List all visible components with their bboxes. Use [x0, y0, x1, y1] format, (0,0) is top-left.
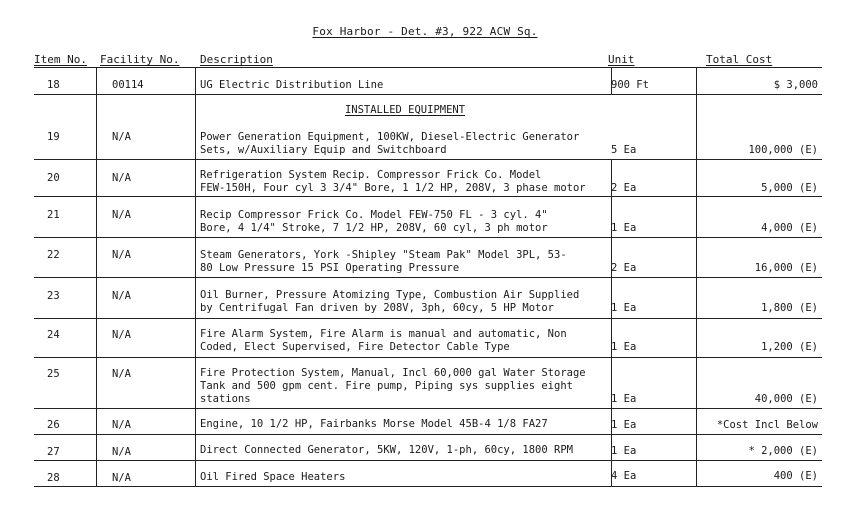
- description-line: Coded, Elect Supervised, Fire Detector Cable Type: [200, 341, 510, 353]
- column-header-total-cost: Total Cost: [706, 53, 773, 66]
- description-line: by Centrifugal Fan driven by 208V, 3ph, 60cy, 5 HP Motor: [200, 302, 555, 314]
- unit-value: 1 Ea: [611, 393, 637, 405]
- description-line: Fire Alarm System, Fire Alarm is manual and automatic, Non: [200, 328, 567, 340]
- item-number: 18: [47, 79, 60, 91]
- facility-number: N/A: [112, 329, 131, 341]
- unit-value: 1 Ea: [611, 445, 637, 457]
- unit-value: 2 Ea: [611, 262, 637, 274]
- description-line: Bore, 4 1/4" Stroke, 7 1/2 HP, 208V, 60 cyl, 3 ph motor: [200, 222, 548, 234]
- description-line: Fire Protection System, Manual, Incl 60,000 gal Water Storage: [200, 367, 586, 379]
- description-line: Sets, w/Auxiliary Equip and Switchboard: [200, 144, 447, 156]
- facility-number: N/A: [112, 472, 131, 484]
- description-line: Engine, 10 1/2 HP, Fairbanks Morse Model 45B-4 1/8 FA27: [200, 418, 548, 430]
- column-header-description: Description: [200, 53, 273, 66]
- item-number: 23: [47, 290, 60, 302]
- total-cost-value: 4,000 (E): [761, 222, 818, 234]
- unit-value: 1 Ea: [611, 419, 637, 431]
- item-number: 20: [47, 172, 60, 184]
- item-number: 19: [47, 131, 60, 143]
- total-cost-value: 100,000 (E): [748, 144, 818, 156]
- description-line: Tank and 500 gpm cent. Fire pump, Piping sys supplies eight: [200, 380, 573, 392]
- row-divider: [34, 94, 822, 95]
- column-header-unit: Unit: [608, 53, 635, 66]
- row-divider: [34, 237, 822, 238]
- row-divider: [34, 408, 822, 409]
- description-line: UG Electric Distribution Line: [200, 79, 384, 91]
- facility-number: N/A: [112, 419, 131, 431]
- description-line: Steam Generators, York -Shipley "Steam Pak" Model 3PL, 53-: [200, 249, 567, 261]
- table-bottom-rule: [34, 486, 822, 487]
- total-cost-value: 1,800 (E): [761, 302, 818, 314]
- facility-number: N/A: [112, 368, 131, 380]
- description-line: Direct Connected Generator, 5KW, 120V, 1-ph, 60cy, 1800 RPM: [200, 444, 573, 456]
- table-top-rule: [34, 67, 822, 68]
- row-divider: [34, 159, 822, 160]
- unit-value: 900 Ft: [611, 79, 649, 91]
- row-divider: [34, 460, 822, 461]
- row-divider: [34, 434, 822, 435]
- description-line: Refrigeration System Recip. Compressor Frick Co. Model: [200, 169, 542, 181]
- section-heading: INSTALLED EQUIPMENT: [344, 104, 466, 116]
- unit-value: 1 Ea: [611, 222, 637, 234]
- item-number: 25: [47, 368, 60, 380]
- column-divider: [611, 159, 612, 486]
- description-line: Recip Compressor Frick Co. Model FEW-750 FL - 3 cyl. 4": [200, 209, 548, 221]
- description-line: Oil Burner, Pressure Atomizing Type, Combustion Air Supplied: [200, 289, 580, 301]
- facility-number: N/A: [112, 209, 131, 221]
- facility-number: N/A: [112, 131, 131, 143]
- facility-number: N/A: [112, 249, 131, 261]
- total-cost-value: 1,200 (E): [761, 341, 818, 353]
- item-number: 28: [47, 472, 60, 484]
- row-divider: [34, 196, 822, 197]
- description-line: Oil Fired Space Heaters: [200, 471, 346, 483]
- column-header-item-no: Item No.: [34, 53, 87, 66]
- description-line: Power Generation Equipment, 100KW, Diesel-Electric Generator: [200, 131, 580, 143]
- item-number: 22: [47, 249, 60, 261]
- row-divider: [34, 277, 822, 278]
- column-header-facility-no: Facility No.: [100, 53, 180, 66]
- facility-number: N/A: [112, 172, 131, 184]
- total-cost-value: 5,000 (E): [761, 182, 818, 194]
- row-divider: [34, 357, 822, 358]
- description-line: 80 Low Pressure 15 PSI Operating Pressure: [200, 262, 460, 274]
- item-number: 21: [47, 209, 60, 221]
- row-divider: [34, 318, 822, 319]
- unit-value: 4 Ea: [611, 470, 637, 482]
- item-number: 26: [47, 419, 60, 431]
- total-cost-value: $ 3,000: [773, 79, 818, 91]
- unit-value: 1 Ea: [611, 341, 637, 353]
- description-line: FEW-150H, Four cyl 3 3/4" Bore, 1 1/2 HP, 208V, 3 phase motor: [200, 182, 586, 194]
- description-line: stations: [200, 393, 251, 405]
- page-title: Fox Harbor - Det. #3, 922 ACW Sq.: [312, 25, 538, 38]
- total-cost-value: 16,000 (E): [754, 262, 818, 274]
- unit-value: 2 Ea: [611, 182, 637, 194]
- total-cost-value: *Cost Incl Below: [716, 419, 818, 431]
- column-divider: [96, 67, 97, 486]
- unit-value: 1 Ea: [611, 302, 637, 314]
- facility-number: 00114: [112, 79, 144, 91]
- total-cost-value: 400 (E): [773, 470, 818, 482]
- total-cost-value: 40,000 (E): [754, 393, 818, 405]
- item-number: 24: [47, 329, 60, 341]
- item-number: 27: [47, 446, 60, 458]
- column-divider: [195, 67, 196, 486]
- facility-number: N/A: [112, 290, 131, 302]
- facility-number: N/A: [112, 446, 131, 458]
- total-cost-value: * 2,000 (E): [748, 445, 818, 457]
- column-divider: [696, 67, 697, 486]
- unit-value: 5 Ea: [611, 144, 637, 156]
